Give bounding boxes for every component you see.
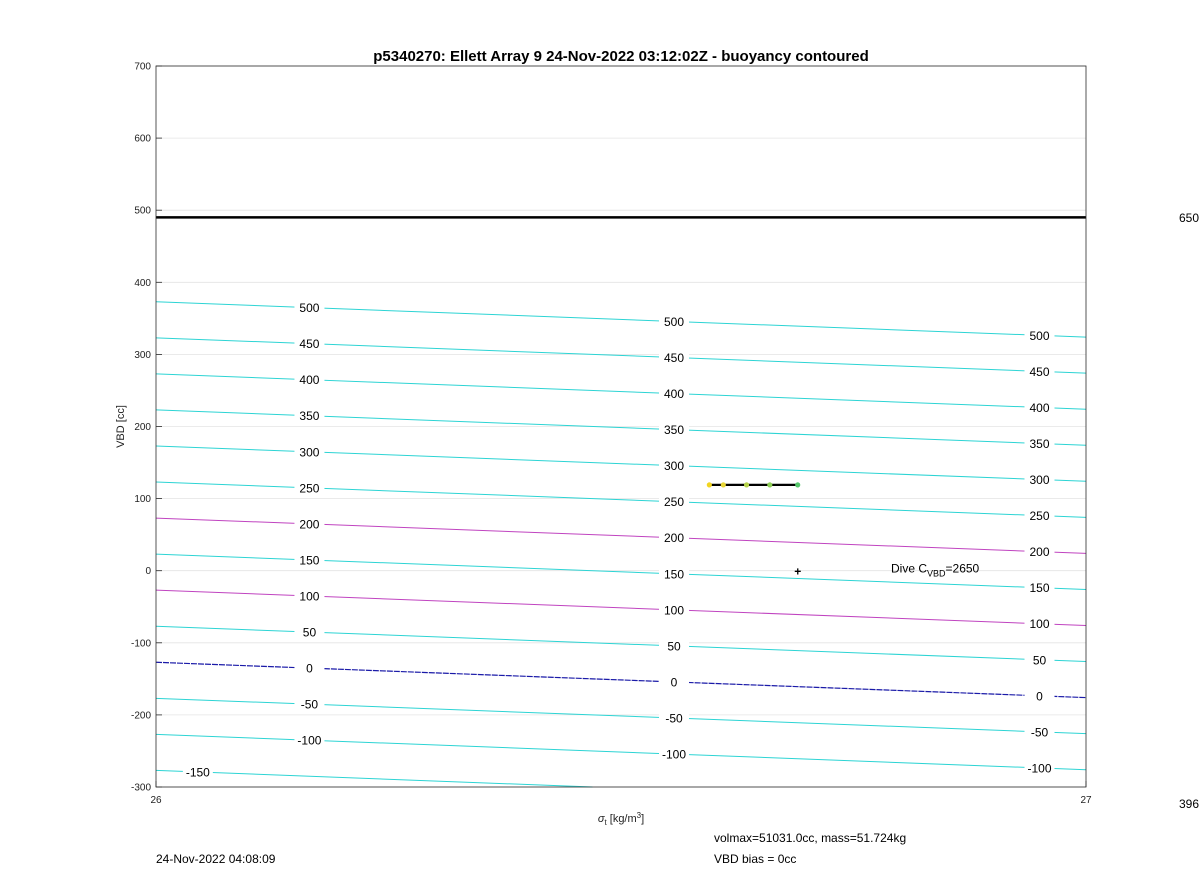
data-point bbox=[744, 482, 749, 487]
contour-label: 400 bbox=[1029, 400, 1050, 415]
contour-label: 500 bbox=[1029, 328, 1050, 343]
y-axis-label: VBD [cc] bbox=[115, 405, 127, 448]
y-axis-ticks bbox=[131, 62, 162, 794]
contour-label: 150 bbox=[299, 553, 320, 568]
contour-label: 100 bbox=[299, 589, 320, 604]
contour-label: 400 bbox=[663, 387, 685, 402]
dive-cvbd-suffix: =2650 bbox=[945, 561, 980, 576]
contour-label: 300 bbox=[299, 445, 320, 460]
contour-label: -50 bbox=[665, 711, 683, 726]
contour-label: -150 bbox=[185, 765, 210, 780]
right-label-top: 650 bbox=[1178, 211, 1199, 225]
x-axis-label bbox=[598, 811, 644, 827]
contour-label: 50 bbox=[667, 639, 681, 654]
contour-label: -100 bbox=[661, 747, 687, 762]
contour-label: -50 bbox=[300, 697, 319, 712]
vbd-bias-text: VBD bias = 0cc bbox=[714, 852, 797, 866]
contour-label: 0 bbox=[1036, 689, 1043, 704]
contour-label: 150 bbox=[663, 567, 685, 582]
y-tick-label: 200 bbox=[134, 422, 151, 433]
data-point bbox=[767, 482, 772, 487]
data-point bbox=[795, 482, 800, 487]
contour-label: -100 bbox=[297, 733, 322, 748]
contour-label: 250 bbox=[1029, 509, 1050, 524]
sigma-subscript: t bbox=[604, 818, 607, 827]
y-tick-label: -100 bbox=[130, 638, 151, 650]
units-text: [kg/m bbox=[606, 813, 637, 825]
units-superscript: 3 bbox=[636, 811, 642, 820]
x-tick-label: 26 bbox=[150, 795, 162, 806]
y-tick-label: 300 bbox=[134, 349, 151, 361]
contour-label: -50 bbox=[1030, 725, 1049, 740]
y-tick-label: -300 bbox=[130, 782, 151, 794]
contour-label: 450 bbox=[299, 337, 320, 352]
timestamp-text: 24-Nov-2022 04:08:09 bbox=[156, 852, 276, 866]
y-tick-label: 400 bbox=[134, 277, 151, 289]
contour-label: 350 bbox=[1029, 436, 1050, 451]
dive-marker: + bbox=[794, 564, 802, 579]
y-tick-label: 100 bbox=[134, 494, 151, 506]
contour-label: 350 bbox=[299, 409, 320, 424]
dive-cvbd-prefix: Dive C bbox=[891, 561, 928, 576]
contour-label: 400 bbox=[299, 373, 320, 388]
x-tick-label: 27 bbox=[1080, 795, 1092, 806]
contour-label: 0 bbox=[670, 675, 678, 690]
data-point bbox=[721, 482, 726, 487]
contour-label: 450 bbox=[663, 350, 685, 365]
contour-label: 500 bbox=[663, 314, 685, 329]
contour-label: 250 bbox=[663, 495, 685, 510]
y-tick-label: 600 bbox=[134, 133, 151, 145]
data-point bbox=[707, 482, 712, 487]
contour-label: 200 bbox=[1029, 545, 1050, 560]
contour-labels bbox=[183, 300, 1055, 780]
sigma-symbol: σ bbox=[597, 813, 605, 825]
contour-label: 250 bbox=[299, 481, 320, 496]
right-label-bottom: 396 bbox=[1178, 797, 1199, 811]
contour-label: 100 bbox=[663, 603, 685, 618]
contour-label: 200 bbox=[299, 517, 320, 532]
contour-label: 100 bbox=[1029, 617, 1050, 632]
dive-cvbd-label bbox=[891, 562, 980, 579]
contour-label: 500 bbox=[299, 301, 320, 316]
y-tick-label: -200 bbox=[130, 710, 151, 722]
contour-label: -100 bbox=[1027, 761, 1052, 776]
grid bbox=[156, 66, 1086, 787]
contour-line bbox=[156, 770, 593, 787]
y-tick-label: 700 bbox=[134, 61, 151, 73]
contour-label: 0 bbox=[306, 661, 313, 676]
volmax-mass-text: volmax=51031.0cc, mass=51.724kg bbox=[714, 831, 907, 845]
y-tick-label: 0 bbox=[145, 566, 151, 578]
units-close: ] bbox=[641, 813, 645, 825]
contour-label: 300 bbox=[663, 459, 685, 474]
contour-label: 450 bbox=[1029, 364, 1050, 379]
x-axis-ticks bbox=[150, 781, 1092, 806]
contour-label: 300 bbox=[1029, 473, 1050, 488]
y-tick-label: 500 bbox=[134, 205, 151, 217]
dive-cvbd-sub: VBD bbox=[927, 568, 946, 579]
contour-label: 150 bbox=[1029, 581, 1050, 596]
contour-label: 50 bbox=[302, 625, 317, 640]
contour-label: 200 bbox=[663, 531, 685, 546]
chart-title: p5340270: Ellett Array 9 24-Nov-2022 03:12:02Z - buoyancy contoured bbox=[373, 48, 869, 65]
contour-label: 350 bbox=[663, 423, 685, 438]
contour-label: 50 bbox=[1032, 653, 1047, 668]
